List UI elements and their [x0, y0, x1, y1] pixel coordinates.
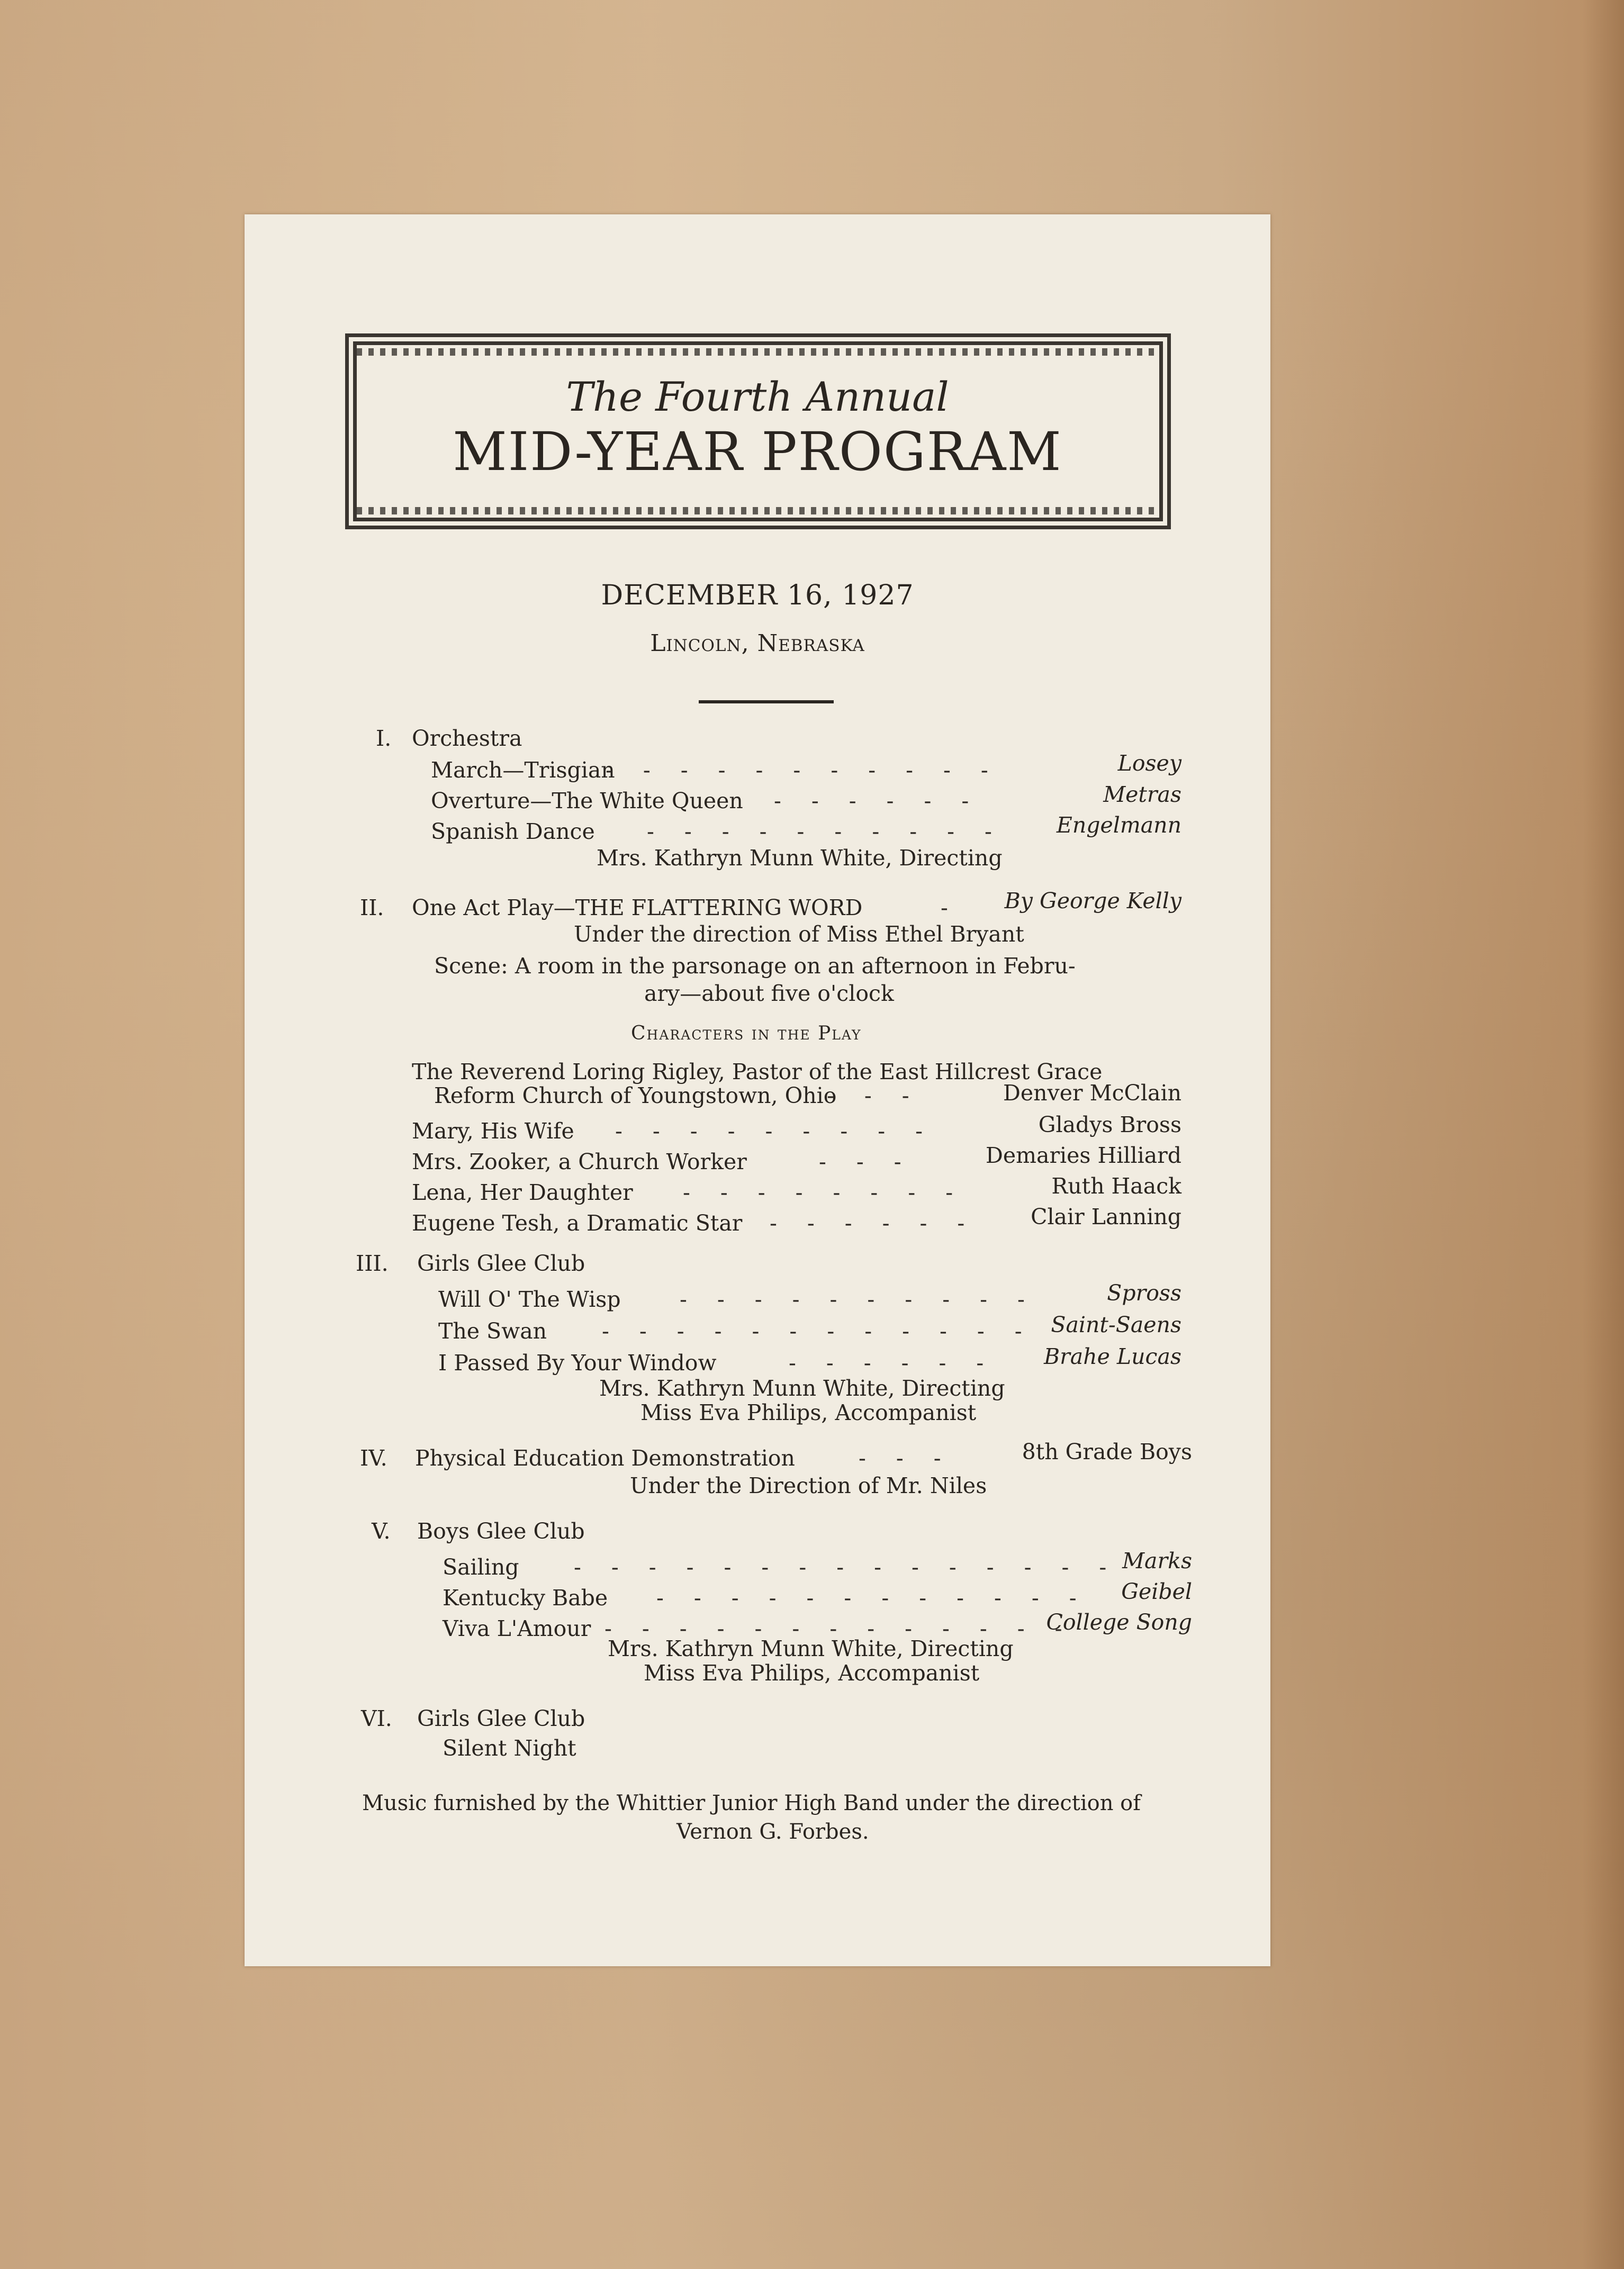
leader-dots: - - - - - - — [774, 788, 981, 813]
section-number: IV. — [360, 1445, 387, 1471]
program-item: Kentucky Babe — [443, 1585, 608, 1611]
character-role: Mrs. Zooker, a Church Worker — [412, 1149, 747, 1174]
section-title: Girls Glee Club — [417, 1706, 585, 1731]
director-line: Mrs. Kathryn Munn White, Directing — [608, 1636, 1014, 1661]
composer: Losey — [1117, 751, 1181, 776]
leader-dots: - - - — [827, 1083, 921, 1108]
direction-line: Under the direction of Miss Ethel Bryant — [574, 921, 1024, 947]
leader-dots: - - - — [819, 1149, 913, 1174]
actor: Gladys Bross — [1038, 1112, 1181, 1137]
accompanist-line: Miss Eva Philips, Accompanist — [640, 1400, 977, 1425]
program-sheet — [245, 214, 1270, 1966]
leader-dots: - - - - - - - - - - - - - - - — [574, 1554, 1118, 1580]
character-role: Mary, His Wife — [412, 1118, 574, 1144]
event-place: Lincoln, Nebraska — [650, 630, 865, 657]
section-title: Physical Education Demonstration — [415, 1445, 795, 1471]
leader-dots: - - - - - - — [789, 1350, 996, 1376]
composer: Geibel — [1121, 1579, 1192, 1604]
page-title: MID-YEAR PROGRAM — [453, 421, 1062, 483]
director-line: Mrs. Kathryn Munn White, Directing — [597, 845, 1003, 871]
program-item: Will O' The Wisp — [438, 1287, 621, 1312]
program-item: Silent Night — [443, 1735, 576, 1761]
program-item: Sailing — [443, 1554, 519, 1580]
leader-dots: - - - - - - - - - - — [680, 1287, 1036, 1312]
section-title: Girls Glee Club — [417, 1251, 585, 1276]
leader-dots: - - - - - - — [770, 1210, 977, 1236]
actor: Denver McClain — [1003, 1080, 1181, 1106]
character-role: Eugene Tesh, a Dramatic Star — [412, 1210, 743, 1236]
actor: Demaries Hilliard — [985, 1143, 1181, 1168]
section-title: Boys Glee Club — [417, 1518, 585, 1544]
border-ornament-top — [357, 348, 1159, 356]
section-title: Orchestra — [412, 726, 522, 751]
leader-dots: - - - - - - - - — [683, 1180, 965, 1205]
composer: Saint-Saens — [1051, 1312, 1181, 1337]
composer: Marks — [1122, 1548, 1192, 1574]
characters-heading: Characters in the Play — [631, 1023, 862, 1044]
board-edge — [1583, 0, 1624, 2269]
accompanist-line: Miss Eva Philips, Accompanist — [644, 1660, 980, 1686]
leader-dots: - - - - - - - - - - - - — [656, 1585, 1088, 1611]
leader-dots: - - - - - - - - - - - - — [602, 1318, 1034, 1344]
character-role: The Reverend Loring Rigley, Pastor of the East Hillcrest Grace — [412, 1059, 1103, 1084]
composer: Metras — [1103, 782, 1181, 807]
actor: Clair Lanning — [1031, 1204, 1181, 1230]
divider — [699, 700, 834, 703]
participants: 8th Grade Boys — [1022, 1439, 1192, 1465]
actor: Ruth Haack — [1051, 1173, 1181, 1199]
footer-note-name: Vernon G. Forbes. — [676, 1820, 869, 1844]
composer: Spross — [1107, 1280, 1181, 1306]
title-line1: The Fourth Annual — [566, 373, 949, 420]
scene-line: ary—about five o'clock — [644, 981, 894, 1006]
section-number: II. — [360, 895, 384, 920]
character-role: Reform Church of Youngstown, Ohio — [434, 1083, 837, 1108]
leader-dots: - - - - - - - - - - - — [606, 757, 1000, 783]
section-number: VI. — [361, 1706, 392, 1731]
program-item: The Swan — [438, 1318, 547, 1344]
scene-line: Scene: A room in the parsonage on an afternoon in Febru- — [434, 953, 1076, 979]
leader-dots: - - - - - - - - - - - - - — [605, 1616, 1074, 1641]
program-item: Spanish Dance — [431, 819, 595, 844]
program-item: Overture—The White Queen — [431, 788, 743, 813]
direction-line: Under the Direction of Mr. Niles — [630, 1473, 987, 1498]
leader-dots: - - - — [859, 1445, 953, 1471]
leader-dots: - - - - - - - - - - — [647, 819, 1004, 844]
composer: Engelmann — [1056, 812, 1181, 838]
section-number: V. — [372, 1518, 391, 1544]
leader-dots: - — [941, 895, 960, 920]
section-number: I. — [376, 726, 392, 751]
composer: Brahe Lucas — [1044, 1344, 1181, 1369]
author: By George Kelly — [1004, 888, 1181, 914]
footer-note: Music furnished by the Whittier Junior High Band under the direction of — [362, 1791, 1141, 1815]
director-line: Mrs. Kathryn Munn White, Directing — [599, 1376, 1005, 1401]
program-item: March—Trisgian — [431, 757, 615, 783]
program-item: I Passed By Your Window — [438, 1350, 717, 1376]
border-ornament-bottom — [357, 507, 1159, 514]
character-role: Lena, Her Daughter — [412, 1180, 633, 1205]
section-title: One Act Play—THE FLATTERING WORD — [412, 895, 863, 920]
leader-dots: - - - - - - - - - — [615, 1118, 934, 1144]
section-number: III. — [356, 1251, 389, 1276]
composer: College Song — [1046, 1610, 1192, 1635]
event-date: DECEMBER 16, 1927 — [601, 580, 914, 611]
program-item: Viva L'Amour — [443, 1616, 591, 1641]
